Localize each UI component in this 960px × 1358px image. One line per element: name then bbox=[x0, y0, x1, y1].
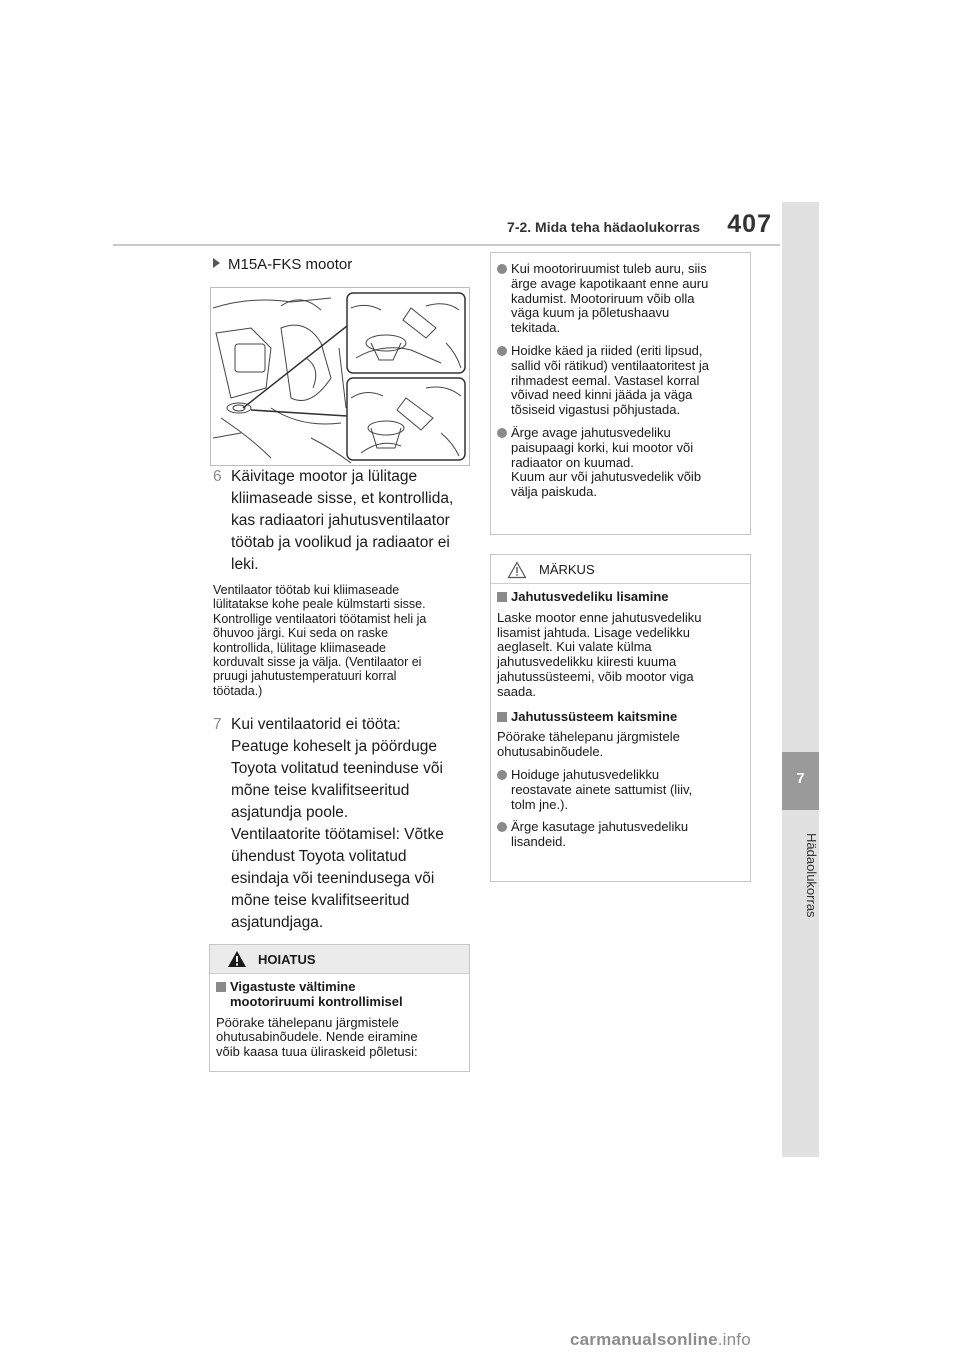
notice-box-header bbox=[491, 555, 750, 584]
step-number: 6 bbox=[213, 468, 222, 485]
notice-bullet bbox=[497, 768, 744, 812]
text-line: Ärge kasutage jahutusvedeliku bbox=[511, 819, 689, 835]
engine-illustration bbox=[210, 287, 470, 466]
step-line: Käivitage mootor ja lülitage bbox=[231, 468, 418, 485]
notice-text bbox=[497, 730, 744, 760]
round-bullet-icon bbox=[497, 770, 507, 780]
warning-bullet bbox=[497, 426, 744, 500]
warning-box-body bbox=[210, 974, 469, 1076]
engine-heading bbox=[213, 256, 352, 273]
notice-box-body bbox=[491, 584, 750, 866]
step-line: Toyota volitatud teeninduse või bbox=[231, 760, 443, 777]
warning-bullet bbox=[497, 344, 744, 418]
subhead-line: mootoriruumi kontrollimisel bbox=[230, 993, 403, 1009]
text-line: Kui mootoriruumist tuleb auru, siis bbox=[511, 261, 707, 276]
text-line: saada. bbox=[497, 683, 537, 699]
step-line: mõne teise kvalifitseeritud bbox=[231, 782, 410, 799]
step-7 bbox=[213, 714, 469, 934]
text-line: radiaator on kuumad. bbox=[511, 454, 634, 470]
text-line: tolm jne.). bbox=[511, 796, 569, 812]
caution-triangle-icon bbox=[507, 561, 527, 579]
subhead-line: Vigastuste vältimine bbox=[230, 979, 356, 994]
step-line: asjatundjaga. bbox=[231, 914, 324, 931]
step-number: 7 bbox=[213, 716, 222, 733]
note-line: korduvalt sisse ja välja. (Ventilaator ei bbox=[213, 655, 422, 670]
chapter-label: Hädaolukorras bbox=[804, 832, 819, 918]
text-line: Pöörake tähelepanu järgmistele bbox=[497, 729, 680, 745]
text-line: Kuum aur või jahutusvedelik võib bbox=[511, 469, 702, 485]
engine-heading-text: M15A-FKS mootor bbox=[228, 256, 353, 273]
page-number: 407 bbox=[727, 210, 772, 238]
text-line: reostavate ainete sattumist (liiv, bbox=[511, 781, 693, 797]
watermark[interactable] bbox=[570, 1330, 751, 1350]
text-line: rihmadest eemal. Vastasel korral bbox=[511, 372, 700, 388]
note-line: Kontrollige ventilaatori töötamist heli ja bbox=[213, 611, 427, 626]
text-line: tõsiseid vigastusi põhjustada. bbox=[511, 402, 681, 418]
warning-box-header bbox=[210, 945, 469, 974]
notice-title: MÄRKUS bbox=[539, 562, 595, 577]
warning-subhead bbox=[216, 980, 463, 1010]
step-line: Kui ventilaatorid ei tööta: bbox=[231, 716, 401, 733]
text-line: tekitada. bbox=[511, 320, 561, 336]
square-bullet-icon bbox=[497, 712, 507, 722]
note-line: Ventilaator töötab kui kliimaseade bbox=[213, 583, 400, 597]
step-line: esindaja või teenindusega või bbox=[231, 870, 435, 887]
text-line: Hoidke käed ja riided (eriti lipsud, bbox=[511, 342, 703, 358]
section-title: 7-2. Mida teha hädaolukorras bbox=[507, 219, 700, 235]
round-bullet-icon bbox=[497, 822, 507, 832]
step-line: leki. bbox=[231, 556, 259, 573]
note-line: lülitatakse kohe peale külmstarti sisse. bbox=[213, 597, 426, 612]
subhead-text: Jahutusvedeliku lisamine bbox=[511, 589, 669, 604]
warning-continuation-box bbox=[490, 252, 751, 535]
text-line: võib kaasa tuua üliraskeid põletusi: bbox=[216, 1044, 418, 1060]
notice-subhead bbox=[497, 710, 744, 725]
step-line: mõne teise kvalifitseeritud bbox=[231, 892, 410, 909]
warning-text bbox=[216, 1016, 463, 1060]
square-bullet-icon bbox=[497, 592, 507, 602]
text-line: Ärge avage jahutusvedeliku bbox=[511, 424, 671, 440]
triangle-bullet-icon bbox=[213, 258, 220, 268]
step-line: kas radiaatori jahutusventilaator bbox=[231, 512, 450, 529]
round-bullet-icon bbox=[497, 264, 507, 274]
step-line: töötab ja voolikud ja radiaator ei bbox=[231, 534, 450, 551]
square-bullet-icon bbox=[216, 982, 226, 992]
warning-continuation-body bbox=[491, 253, 750, 516]
text-line: ärge avage kapotikaant enne auru bbox=[511, 275, 709, 291]
warning-title: HOIATUS bbox=[258, 952, 316, 967]
text-line: lisamist jahtuda. Lisage vedelikku bbox=[497, 624, 690, 640]
round-bullet-icon bbox=[497, 428, 507, 438]
text-line: aeglaselt. Kui valate külma bbox=[497, 639, 652, 655]
step-line: Peatuge koheselt ja pöörduge bbox=[231, 738, 437, 755]
step-line: ühendust Toyota volitatud bbox=[231, 848, 407, 865]
text-line: ohutusabinõudele. Nende eiramine bbox=[216, 1029, 418, 1045]
text-line: võivad need kinni jääda ja väga bbox=[511, 387, 693, 403]
warning-bullet bbox=[497, 262, 744, 336]
note-line: kontrollida, lülitage kliimaseade bbox=[213, 640, 387, 655]
text-line: paisupaagi korki, kui mootor või bbox=[511, 439, 694, 455]
watermark-tld: .info bbox=[717, 1330, 751, 1349]
text-line: lisandeid. bbox=[511, 834, 566, 850]
engine-bay-drawing bbox=[211, 288, 469, 465]
warning-triangle-icon bbox=[227, 950, 247, 968]
notice-text bbox=[497, 611, 744, 700]
text-line: Pöörake tähelepanu järgmistele bbox=[216, 1014, 399, 1030]
step-line: kliimaseade sisse, et kontrollida, bbox=[231, 490, 454, 507]
step-line: Ventilaatorite töötamisel: Võtke bbox=[231, 826, 444, 843]
watermark-main: carmanualsonline bbox=[570, 1330, 718, 1349]
note-line: pruugi jahutustemperatuuri korral bbox=[213, 669, 397, 684]
step-line: asjatundja poole. bbox=[231, 804, 349, 821]
round-bullet-icon bbox=[497, 346, 507, 356]
chapter-side-strip bbox=[782, 202, 819, 1157]
note-line: õhuvoo järgi. Kui seda on raske bbox=[213, 626, 389, 641]
subhead-text: Jahutussüsteem kaitsmine bbox=[511, 708, 678, 724]
header-divider bbox=[113, 244, 780, 246]
text-line: Hoiduge jahutusvedelikku bbox=[511, 766, 660, 782]
chapter-number: 7 bbox=[796, 770, 805, 787]
text-line: välja paiskuda. bbox=[511, 484, 597, 500]
notice-bullet bbox=[497, 820, 744, 850]
text-line: Laske mootor enne jahutusvedeliku bbox=[497, 609, 702, 625]
text-line: jahutusvedelikku kiiresti kuuma bbox=[497, 654, 677, 670]
text-line: ohutusabinõudele. bbox=[497, 744, 604, 760]
notice-box bbox=[490, 554, 751, 882]
step-6 bbox=[213, 466, 469, 576]
step-6-note bbox=[213, 583, 469, 698]
warning-box bbox=[209, 944, 470, 1072]
note-line: töötada.) bbox=[213, 683, 263, 698]
text-line: sallid või rätikud) ventilaatoritest ja bbox=[511, 357, 709, 373]
text-line: kadumist. Mootoriruum võib olla bbox=[511, 290, 695, 306]
notice-subhead bbox=[497, 590, 744, 605]
text-line: jahutussüsteemi, võib mootor viga bbox=[497, 668, 694, 684]
text-line: väga kuum ja põletushaavu bbox=[511, 305, 670, 321]
